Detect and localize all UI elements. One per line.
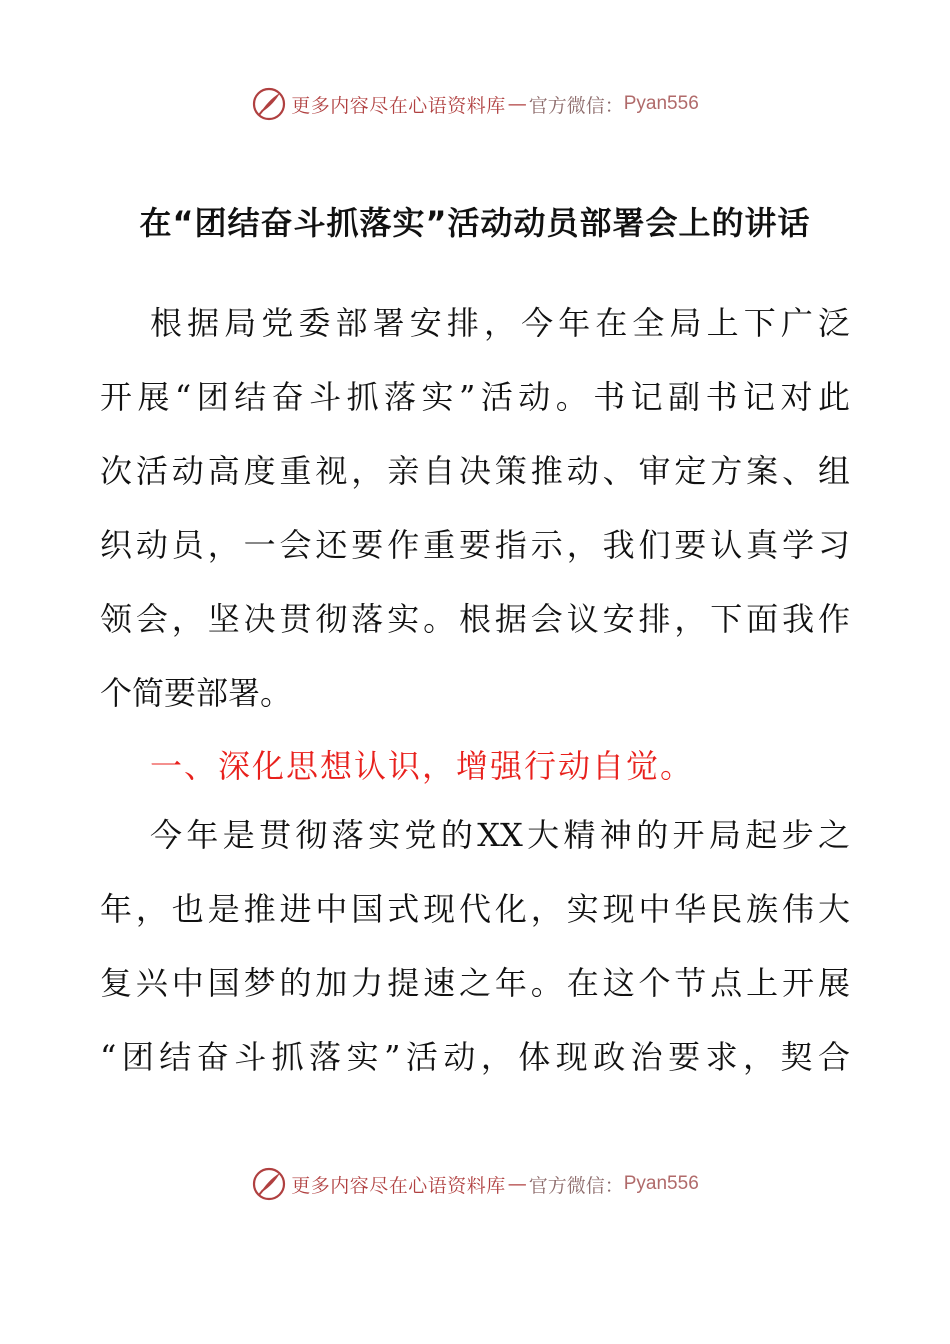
body-line: 开展“团结奋斗抓落实”活动。书记副书记对此 [100,378,850,416]
body-line: 次活动高度重视，亲自决策推动、审定方案、组 [100,452,850,490]
body-line: 织动员，一会还要作重要指示，我们要认真学习 [100,526,850,564]
document-title: 在“团结奋斗抓落实”活动动员部署会上的讲话 [139,204,811,242]
watermark-brand: 更多内容尽在心语资料库 [291,94,506,117]
body-line: 今年是贯彻落实党的XX大精神的开局起步之 [150,816,850,854]
watermark-handle: Pyan556 [623,1173,699,1194]
body-line: 个简要部署。 [100,674,293,712]
footer-watermark [0,1162,950,1206]
body-line: 年，也是推进中国式现代化，实现中华民族伟大 [100,890,850,928]
section-heading: 一、深化思想认识，增强行动自觉。 [150,747,695,785]
watermark-brand: 更多内容尽在心语资料库 [291,1174,506,1197]
watermark-dash: — [507,93,527,115]
quill-logo-icon [251,86,287,122]
watermark-label: 官方微信： [528,94,624,117]
quill-logo-icon [251,1166,287,1202]
watermark-label: 官方微信： [528,1174,624,1197]
body-line: 根据局党委部署安排，今年在全局上下广泛 [150,304,850,342]
body-line: 复兴中国梦的加力提速之年。在这个节点上开展 [100,964,850,1002]
header-watermark [0,82,950,126]
body-line: “团结奋斗抓落实”活动，体现政治要求，契合 [100,1038,850,1076]
watermark-dash: — [507,1173,527,1195]
watermark-handle: Pyan556 [623,93,699,114]
body-line: 领会，坚决贯彻落实。根据会议安排，下面我作 [100,600,850,638]
